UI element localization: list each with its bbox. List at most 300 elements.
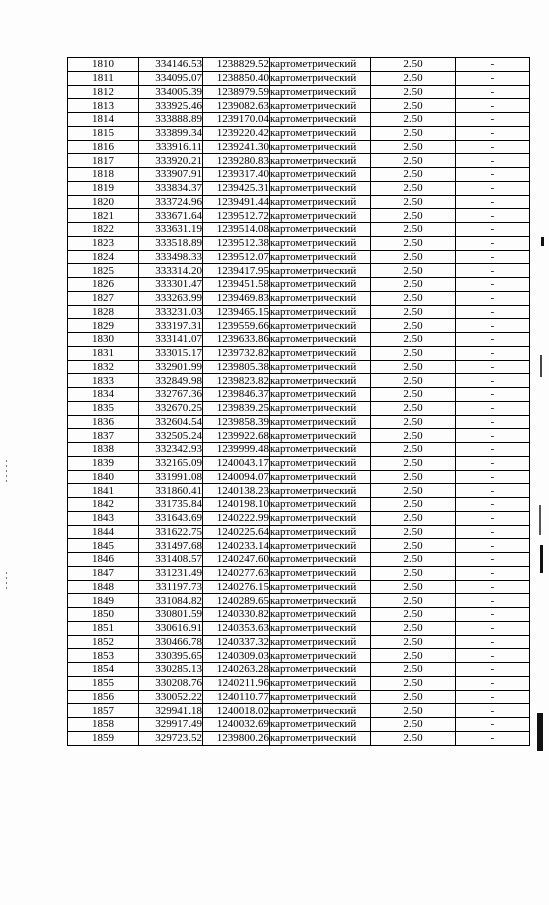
method-cell: картометрический xyxy=(270,236,371,250)
method-cell: картометрический xyxy=(270,621,371,635)
y-coordinate-cell: 1239280.83 xyxy=(203,154,270,168)
y-coordinate-cell: 1240309.03 xyxy=(203,649,270,663)
point-number-cell: 1814 xyxy=(68,113,139,127)
point-number-cell: 1825 xyxy=(68,264,139,278)
scan-dots xyxy=(6,460,7,482)
table-row xyxy=(68,278,530,292)
point-number-cell: 1813 xyxy=(68,99,139,113)
table-row xyxy=(68,594,530,608)
x-coordinate-cell: 332901.99 xyxy=(139,360,203,374)
y-coordinate-cell: 1240353.63 xyxy=(203,621,270,635)
y-coordinate-cell: 1239512.38 xyxy=(203,236,270,250)
method-cell: картометрический xyxy=(270,140,371,154)
method-cell: картометрический xyxy=(270,58,371,72)
point-number-cell: 1823 xyxy=(68,236,139,250)
coordinates-table-body xyxy=(68,58,530,746)
point-number-cell: 1838 xyxy=(68,443,139,457)
table-row xyxy=(68,374,530,388)
x-coordinate-cell: 333724.96 xyxy=(139,195,203,209)
y-coordinate-cell: 1239512.72 xyxy=(203,209,270,223)
note-cell: - xyxy=(456,346,530,360)
precision-cell: 2.50 xyxy=(371,498,456,512)
point-number-cell: 1826 xyxy=(68,278,139,292)
point-number-cell: 1842 xyxy=(68,498,139,512)
x-coordinate-cell: 333899.34 xyxy=(139,126,203,140)
precision-cell: 2.50 xyxy=(371,236,456,250)
point-number-cell: 1837 xyxy=(68,429,139,443)
method-cell: картометрический xyxy=(270,401,371,415)
y-coordinate-cell: 1240277.63 xyxy=(203,566,270,580)
point-number-cell: 1844 xyxy=(68,525,139,539)
point-number-cell: 1850 xyxy=(68,608,139,622)
table-row xyxy=(68,58,530,72)
method-cell: картометрический xyxy=(270,484,371,498)
note-cell: - xyxy=(456,401,530,415)
x-coordinate-cell: 333197.31 xyxy=(139,319,203,333)
x-coordinate-cell: 333671.64 xyxy=(139,209,203,223)
y-coordinate-cell: 1240198.10 xyxy=(203,498,270,512)
method-cell: картометрический xyxy=(270,443,371,457)
x-coordinate-cell: 330395.65 xyxy=(139,649,203,663)
point-number-cell: 1832 xyxy=(68,360,139,374)
note-cell: - xyxy=(456,704,530,718)
y-coordinate-cell: 1240138.23 xyxy=(203,484,270,498)
table-row xyxy=(68,140,530,154)
y-coordinate-cell: 1239425.31 xyxy=(203,181,270,195)
note-cell: - xyxy=(456,456,530,470)
table-row xyxy=(68,456,530,470)
x-coordinate-cell: 330801.59 xyxy=(139,608,203,622)
method-cell: картометрический xyxy=(270,663,371,677)
precision-cell: 2.50 xyxy=(371,663,456,677)
precision-cell: 2.50 xyxy=(371,690,456,704)
y-coordinate-cell: 1239451.58 xyxy=(203,278,270,292)
x-coordinate-cell: 330285.13 xyxy=(139,663,203,677)
table-row xyxy=(68,553,530,567)
precision-cell: 2.50 xyxy=(371,539,456,553)
point-number-cell: 1821 xyxy=(68,209,139,223)
precision-cell: 2.50 xyxy=(371,608,456,622)
note-cell: - xyxy=(456,264,530,278)
y-coordinate-cell: 1239559.66 xyxy=(203,319,270,333)
y-coordinate-cell: 1240289.65 xyxy=(203,594,270,608)
table-row xyxy=(68,85,530,99)
point-number-cell: 1827 xyxy=(68,291,139,305)
point-number-cell: 1822 xyxy=(68,223,139,237)
method-cell: картометрический xyxy=(270,415,371,429)
x-coordinate-cell: 333518.89 xyxy=(139,236,203,250)
method-cell: картометрический xyxy=(270,608,371,622)
note-cell: - xyxy=(456,731,530,745)
x-coordinate-cell: 331622.75 xyxy=(139,525,203,539)
note-cell: - xyxy=(456,319,530,333)
precision-cell: 2.50 xyxy=(371,99,456,113)
method-cell: картометрический xyxy=(270,181,371,195)
table-row xyxy=(68,731,530,745)
precision-cell: 2.50 xyxy=(371,346,456,360)
method-cell: картометрический xyxy=(270,580,371,594)
y-coordinate-cell: 1239858.39 xyxy=(203,415,270,429)
note-cell: - xyxy=(456,676,530,690)
y-coordinate-cell: 1239999.48 xyxy=(203,443,270,457)
precision-cell: 2.50 xyxy=(371,305,456,319)
note-cell: - xyxy=(456,388,530,402)
table-row xyxy=(68,168,530,182)
note-cell: - xyxy=(456,525,530,539)
precision-cell: 2.50 xyxy=(371,704,456,718)
method-cell: картометрический xyxy=(270,704,371,718)
y-coordinate-cell: 1239241.30 xyxy=(203,140,270,154)
note-cell: - xyxy=(456,663,530,677)
note-cell: - xyxy=(456,690,530,704)
y-coordinate-cell: 1239465.15 xyxy=(203,305,270,319)
x-coordinate-cell: 333925.46 xyxy=(139,99,203,113)
precision-cell: 2.50 xyxy=(371,718,456,732)
method-cell: картометрический xyxy=(270,498,371,512)
x-coordinate-cell: 332505.24 xyxy=(139,429,203,443)
method-cell: картометрический xyxy=(270,718,371,732)
precision-cell: 2.50 xyxy=(371,429,456,443)
precision-cell: 2.50 xyxy=(371,154,456,168)
precision-cell: 2.50 xyxy=(371,525,456,539)
y-coordinate-cell: 1240032.69 xyxy=(203,718,270,732)
table-row xyxy=(68,181,530,195)
x-coordinate-cell: 333263.99 xyxy=(139,291,203,305)
point-number-cell: 1858 xyxy=(68,718,139,732)
note-cell: - xyxy=(456,415,530,429)
note-cell: - xyxy=(456,140,530,154)
precision-cell: 2.50 xyxy=(371,484,456,498)
y-coordinate-cell: 1239823.82 xyxy=(203,374,270,388)
x-coordinate-cell: 331408.57 xyxy=(139,553,203,567)
precision-cell: 2.50 xyxy=(371,85,456,99)
note-cell: - xyxy=(456,126,530,140)
x-coordinate-cell: 333631.19 xyxy=(139,223,203,237)
precision-cell: 2.50 xyxy=(371,291,456,305)
note-cell: - xyxy=(456,85,530,99)
note-cell: - xyxy=(456,236,530,250)
table-row xyxy=(68,443,530,457)
x-coordinate-cell: 331991.08 xyxy=(139,470,203,484)
table-row xyxy=(68,484,530,498)
x-coordinate-cell: 333231.03 xyxy=(139,305,203,319)
y-coordinate-cell: 1240276.15 xyxy=(203,580,270,594)
note-cell: - xyxy=(456,649,530,663)
x-coordinate-cell: 333907.91 xyxy=(139,168,203,182)
method-cell: картометрический xyxy=(270,250,371,264)
y-coordinate-cell: 1239469.83 xyxy=(203,291,270,305)
precision-cell: 2.50 xyxy=(371,676,456,690)
table-row xyxy=(68,333,530,347)
table-row xyxy=(68,621,530,635)
table-row xyxy=(68,470,530,484)
x-coordinate-cell: 331084.82 xyxy=(139,594,203,608)
x-coordinate-cell: 332670.25 xyxy=(139,401,203,415)
y-coordinate-cell: 1239170.04 xyxy=(203,113,270,127)
method-cell: картометрический xyxy=(270,690,371,704)
table-row xyxy=(68,511,530,525)
table-row xyxy=(68,236,530,250)
note-cell: - xyxy=(456,374,530,388)
y-coordinate-cell: 1239846.37 xyxy=(203,388,270,402)
point-number-cell: 1839 xyxy=(68,456,139,470)
method-cell: картометрический xyxy=(270,209,371,223)
x-coordinate-cell: 333301.47 xyxy=(139,278,203,292)
table-row xyxy=(68,415,530,429)
table-row xyxy=(68,209,530,223)
x-coordinate-cell: 331197.73 xyxy=(139,580,203,594)
method-cell: картометрический xyxy=(270,360,371,374)
method-cell: картометрический xyxy=(270,305,371,319)
method-cell: картометрический xyxy=(270,731,371,745)
table-row xyxy=(68,126,530,140)
x-coordinate-cell: 330208.76 xyxy=(139,676,203,690)
point-number-cell: 1849 xyxy=(68,594,139,608)
y-coordinate-cell: 1239922.68 xyxy=(203,429,270,443)
y-coordinate-cell: 1240330.82 xyxy=(203,608,270,622)
precision-cell: 2.50 xyxy=(371,168,456,182)
table-row xyxy=(68,676,530,690)
note-cell: - xyxy=(456,718,530,732)
x-coordinate-cell: 330052.22 xyxy=(139,690,203,704)
note-cell: - xyxy=(456,539,530,553)
table-row xyxy=(68,291,530,305)
note-cell: - xyxy=(456,250,530,264)
note-cell: - xyxy=(456,635,530,649)
x-coordinate-cell: 330466.78 xyxy=(139,635,203,649)
y-coordinate-cell: 1239805.38 xyxy=(203,360,270,374)
table-row xyxy=(68,113,530,127)
method-cell: картометрический xyxy=(270,470,371,484)
table-row xyxy=(68,195,530,209)
precision-cell: 2.50 xyxy=(371,360,456,374)
x-coordinate-cell: 333916.11 xyxy=(139,140,203,154)
note-cell: - xyxy=(456,209,530,223)
precision-cell: 2.50 xyxy=(371,621,456,635)
point-number-cell: 1835 xyxy=(68,401,139,415)
precision-cell: 2.50 xyxy=(371,388,456,402)
point-number-cell: 1847 xyxy=(68,566,139,580)
table-row xyxy=(68,71,530,85)
table-row xyxy=(68,635,530,649)
precision-cell: 2.50 xyxy=(371,209,456,223)
method-cell: картометрический xyxy=(270,649,371,663)
precision-cell: 2.50 xyxy=(371,401,456,415)
note-cell: - xyxy=(456,278,530,292)
method-cell: картометрический xyxy=(270,154,371,168)
table-row xyxy=(68,539,530,553)
point-number-cell: 1812 xyxy=(68,85,139,99)
x-coordinate-cell: 333314.20 xyxy=(139,264,203,278)
point-number-cell: 1830 xyxy=(68,333,139,347)
note-cell: - xyxy=(456,168,530,182)
y-coordinate-cell: 1239839.25 xyxy=(203,401,270,415)
precision-cell: 2.50 xyxy=(371,58,456,72)
note-cell: - xyxy=(456,566,530,580)
note-cell: - xyxy=(456,291,530,305)
y-coordinate-cell: 1239082.63 xyxy=(203,99,270,113)
method-cell: картометрический xyxy=(270,553,371,567)
point-number-cell: 1811 xyxy=(68,71,139,85)
method-cell: картометрический xyxy=(270,71,371,85)
method-cell: картометрический xyxy=(270,676,371,690)
point-number-cell: 1852 xyxy=(68,635,139,649)
x-coordinate-cell: 330616.91 xyxy=(139,621,203,635)
x-coordinate-cell: 333015.17 xyxy=(139,346,203,360)
note-cell: - xyxy=(456,305,530,319)
point-number-cell: 1851 xyxy=(68,621,139,635)
note-cell: - xyxy=(456,608,530,622)
table-row xyxy=(68,649,530,663)
point-number-cell: 1819 xyxy=(68,181,139,195)
note-cell: - xyxy=(456,484,530,498)
table-row xyxy=(68,429,530,443)
note-cell: - xyxy=(456,333,530,347)
method-cell: картометрический xyxy=(270,195,371,209)
point-number-cell: 1824 xyxy=(68,250,139,264)
point-number-cell: 1845 xyxy=(68,539,139,553)
precision-cell: 2.50 xyxy=(371,649,456,663)
method-cell: картометрический xyxy=(270,99,371,113)
method-cell: картометрический xyxy=(270,429,371,443)
note-cell: - xyxy=(456,223,530,237)
precision-cell: 2.50 xyxy=(371,264,456,278)
point-number-cell: 1818 xyxy=(68,168,139,182)
point-number-cell: 1846 xyxy=(68,553,139,567)
method-cell: картометрический xyxy=(270,291,371,305)
table-row xyxy=(68,388,530,402)
note-cell: - xyxy=(456,58,530,72)
table-row xyxy=(68,319,530,333)
note-cell: - xyxy=(456,443,530,457)
note-cell: - xyxy=(456,360,530,374)
y-coordinate-cell: 1240263.28 xyxy=(203,663,270,677)
note-cell: - xyxy=(456,498,530,512)
method-cell: картометрический xyxy=(270,594,371,608)
scan-mark xyxy=(540,355,542,377)
precision-cell: 2.50 xyxy=(371,140,456,154)
method-cell: картометрический xyxy=(270,85,371,99)
method-cell: картометрический xyxy=(270,511,371,525)
y-coordinate-cell: 1239317.40 xyxy=(203,168,270,182)
method-cell: картометрический xyxy=(270,539,371,553)
point-number-cell: 1857 xyxy=(68,704,139,718)
precision-cell: 2.50 xyxy=(371,456,456,470)
note-cell: - xyxy=(456,154,530,168)
table-row xyxy=(68,250,530,264)
x-coordinate-cell: 334005.39 xyxy=(139,85,203,99)
precision-cell: 2.50 xyxy=(371,635,456,649)
y-coordinate-cell: 1240110.77 xyxy=(203,690,270,704)
point-number-cell: 1820 xyxy=(68,195,139,209)
table-row xyxy=(68,608,530,622)
method-cell: картометрический xyxy=(270,278,371,292)
y-coordinate-cell: 1239417.95 xyxy=(203,264,270,278)
note-cell: - xyxy=(456,621,530,635)
coordinates-table xyxy=(67,57,530,746)
x-coordinate-cell: 333141.07 xyxy=(139,333,203,347)
x-coordinate-cell: 331231.49 xyxy=(139,566,203,580)
table-row xyxy=(68,704,530,718)
point-number-cell: 1829 xyxy=(68,319,139,333)
table-row xyxy=(68,346,530,360)
precision-cell: 2.50 xyxy=(371,374,456,388)
method-cell: картометрический xyxy=(270,346,371,360)
x-coordinate-cell: 329941.18 xyxy=(139,704,203,718)
point-number-cell: 1840 xyxy=(68,470,139,484)
precision-cell: 2.50 xyxy=(371,580,456,594)
note-cell: - xyxy=(456,113,530,127)
note-cell: - xyxy=(456,181,530,195)
point-number-cell: 1833 xyxy=(68,374,139,388)
table-row xyxy=(68,690,530,704)
method-cell: картометрический xyxy=(270,319,371,333)
precision-cell: 2.50 xyxy=(371,319,456,333)
y-coordinate-cell: 1239220.42 xyxy=(203,126,270,140)
note-cell: - xyxy=(456,553,530,567)
point-number-cell: 1828 xyxy=(68,305,139,319)
y-coordinate-cell: 1240222.99 xyxy=(203,511,270,525)
point-number-cell: 1817 xyxy=(68,154,139,168)
y-coordinate-cell: 1239800.26 xyxy=(203,731,270,745)
precision-cell: 2.50 xyxy=(371,470,456,484)
y-coordinate-cell: 1239633.86 xyxy=(203,333,270,347)
method-cell: картометрический xyxy=(270,168,371,182)
table-row xyxy=(68,99,530,113)
precision-cell: 2.50 xyxy=(371,223,456,237)
precision-cell: 2.50 xyxy=(371,333,456,347)
point-number-cell: 1855 xyxy=(68,676,139,690)
x-coordinate-cell: 332342.93 xyxy=(139,443,203,457)
scan-dots xyxy=(6,572,7,590)
precision-cell: 2.50 xyxy=(371,415,456,429)
note-cell: - xyxy=(456,511,530,525)
precision-cell: 2.50 xyxy=(371,278,456,292)
point-number-cell: 1810 xyxy=(68,58,139,72)
x-coordinate-cell: 333834.37 xyxy=(139,181,203,195)
precision-cell: 2.50 xyxy=(371,113,456,127)
x-coordinate-cell: 332604.54 xyxy=(139,415,203,429)
precision-cell: 2.50 xyxy=(371,71,456,85)
point-number-cell: 1856 xyxy=(68,690,139,704)
method-cell: картометрический xyxy=(270,113,371,127)
scan-mark xyxy=(539,505,541,535)
note-cell: - xyxy=(456,580,530,594)
note-cell: - xyxy=(456,195,530,209)
x-coordinate-cell: 334146.53 xyxy=(139,58,203,72)
x-coordinate-cell: 331643.69 xyxy=(139,511,203,525)
point-number-cell: 1831 xyxy=(68,346,139,360)
x-coordinate-cell: 332849.98 xyxy=(139,374,203,388)
point-number-cell: 1843 xyxy=(68,511,139,525)
y-coordinate-cell: 1240225.64 xyxy=(203,525,270,539)
note-cell: - xyxy=(456,470,530,484)
precision-cell: 2.50 xyxy=(371,594,456,608)
table-row xyxy=(68,663,530,677)
note-cell: - xyxy=(456,71,530,85)
y-coordinate-cell: 1239732.82 xyxy=(203,346,270,360)
precision-cell: 2.50 xyxy=(371,443,456,457)
table-row xyxy=(68,360,530,374)
table-row xyxy=(68,498,530,512)
table-row xyxy=(68,580,530,594)
x-coordinate-cell: 333498.33 xyxy=(139,250,203,264)
method-cell: картометрический xyxy=(270,525,371,539)
precision-cell: 2.50 xyxy=(371,181,456,195)
method-cell: картометрический xyxy=(270,388,371,402)
method-cell: картометрический xyxy=(270,264,371,278)
precision-cell: 2.50 xyxy=(371,250,456,264)
